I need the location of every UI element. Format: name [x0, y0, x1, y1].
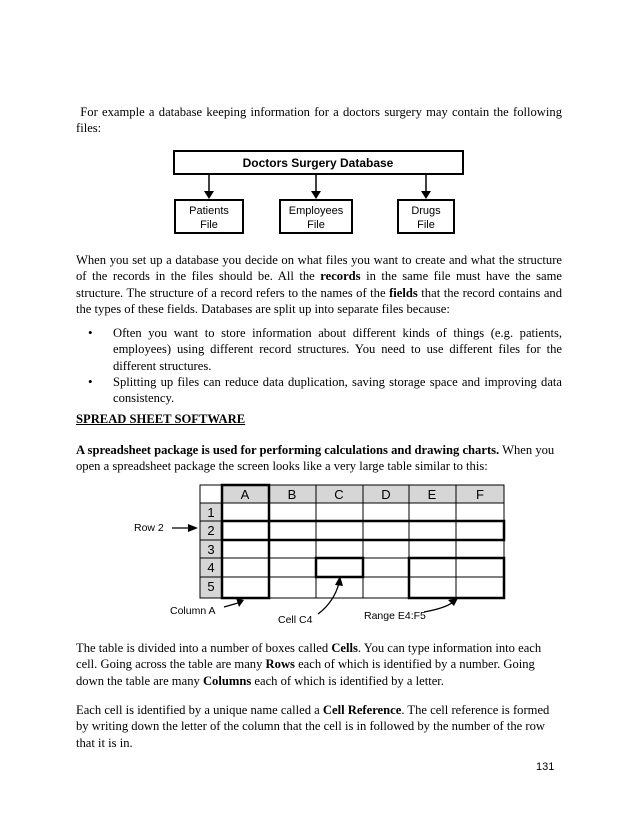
- patients-file-line1: Patients: [189, 205, 229, 217]
- row-2-arrowhead: [188, 524, 198, 532]
- structure-paragraph: When you set up a database you decide on what files you want to create and what the structure of the records in the files should be. All the records in the same file must have the same structure. The structure of a record refers to the names of the fields that the record contains and the types of these fields. Databases are split up into separate files because:: [76, 253, 563, 317]
- cell-c4-label: Cell C4: [278, 614, 313, 626]
- columns-term: Columns: [202, 673, 252, 688]
- row-2-label: Row 2: [134, 522, 164, 534]
- drugs-file-line2: File: [417, 219, 435, 231]
- cell-reference-paragraph: Each cell is identified by a unique name called a Cell Reference. The cell reference is formed by writing down the letter of the column that the cell is in followed by the number of the row that it is in.: [76, 703, 550, 750]
- row-header-1: 1: [207, 505, 215, 520]
- cells-term: Cells: [331, 641, 358, 655]
- employees-file-line2: File: [307, 219, 325, 231]
- row-header-4: 4: [207, 560, 215, 575]
- drugs-file-line1: Drugs: [411, 205, 441, 217]
- section-heading: SPREAD SHEET SOFTWARE: [76, 412, 246, 426]
- column-header-F: F: [476, 487, 484, 502]
- patients-file-line2: File: [200, 219, 218, 231]
- range-arrow: [424, 602, 453, 612]
- column-header-E: E: [427, 487, 437, 502]
- column-header-A: A: [240, 487, 250, 502]
- bullet-marker: •: [88, 374, 93, 389]
- bullet-item: Often you want to store information about different kinds of things (e.g. patients, employees) using different record structures. You need to use different files for the different structures.: [113, 326, 562, 373]
- page-number: 131: [536, 761, 555, 773]
- bullet-item: Splitting up files can reduce data duplication, saving storage space and improving data consistency.: [113, 375, 562, 406]
- employees-file-line1: Employees: [288, 205, 344, 217]
- column-a-label: Column A: [170, 605, 216, 617]
- fields-term: fields: [389, 285, 418, 300]
- cell-reference-term: Cell Reference: [322, 703, 402, 717]
- rows-term: Rows: [265, 657, 295, 672]
- range-label: Range E4:F5: [364, 610, 426, 622]
- column-a-arrowhead: [236, 598, 244, 607]
- column-header-C: C: [334, 487, 344, 502]
- column-a-arrow: [224, 603, 238, 607]
- column-header-D: D: [381, 487, 391, 502]
- row-header-3: 3: [207, 542, 215, 557]
- database-title: Doctors Surgery Database: [242, 156, 394, 170]
- spreadsheet-intro: A spreadsheet package is used for performing calculations and drawing charts. When you open a spreadsheet package the screen looks like a very large table similar to this:: [76, 443, 555, 474]
- row-header-5: 5: [207, 579, 215, 594]
- records-term: records: [320, 269, 361, 284]
- intro-text: For example a database keeping information for a doctors surgery may contain the following files:: [76, 105, 562, 136]
- column-header-B: B: [287, 487, 297, 502]
- row-header-2: 2: [207, 523, 215, 538]
- spreadsheet-intro-bold: A spreadsheet package is used for performing calculations and drawing charts.: [76, 443, 500, 457]
- cells-paragraph: The table is divided into a number of boxes called Cells. You can type information into each cell. Going across the table are many Rows each of which is identified by a number. Going down the table are many Columns each of which is identified by a letter.: [76, 641, 542, 688]
- bullet-marker: •: [88, 325, 93, 340]
- cell-c4-highlight: [316, 558, 363, 577]
